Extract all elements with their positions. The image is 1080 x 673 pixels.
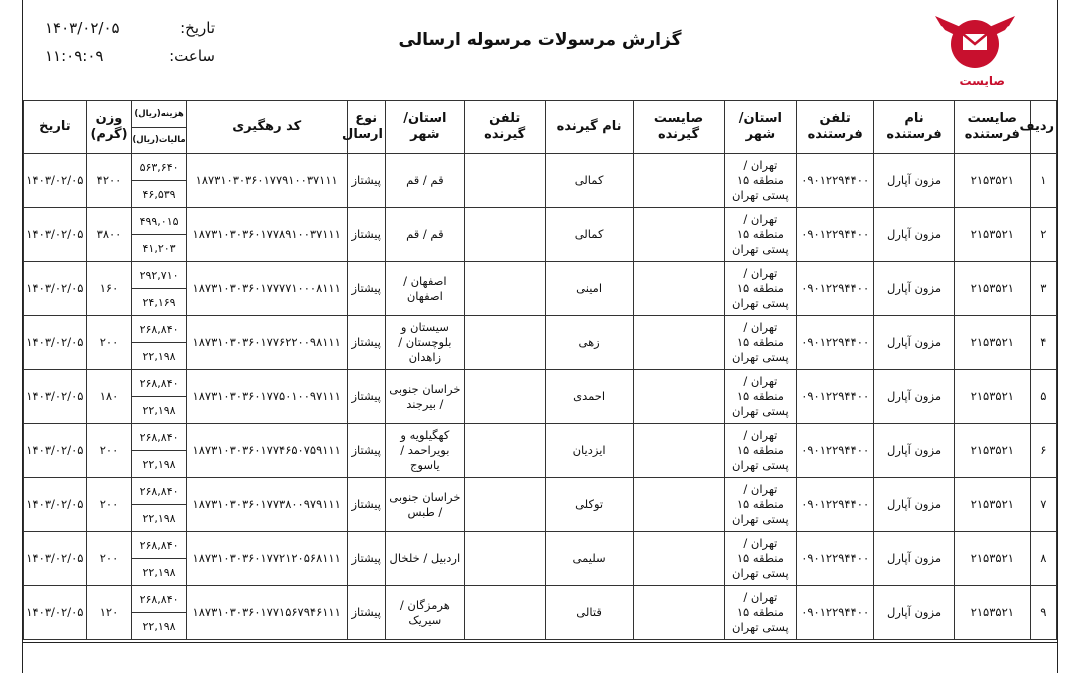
cell-send-type: پیشتاز [347, 316, 385, 370]
cell-date: ۱۴۰۳/۰۲/۰۵ [24, 586, 87, 640]
col-sender-site: صایست فرستنده [954, 101, 1030, 154]
cell-tax-value: ۴۱,۲۰۳ [132, 234, 186, 261]
cell-tracking: ۱۸۷۳۱۰۳۰۳۶۰۱۷۷۵۰۱۰۰۹۷۱۱۱ [186, 370, 347, 424]
table-row [24, 370, 1057, 424]
cell-receiver-site [633, 478, 724, 532]
cell-cost [132, 532, 187, 586]
cell-send-type: پیشتاز [347, 262, 385, 316]
cell-sender-city: تهران / منطقه ۱۵ پستی تهران [724, 532, 797, 586]
cell-cost-value: ۲۶۸,۸۴۰ [139, 430, 179, 444]
col-receiver-city: استان/ شهر [385, 101, 464, 154]
cell-tracking: ۱۸۷۳۱۰۳۰۳۶۰۱۷۷۲۱۲۰۵۶۸۱۱۱ [186, 532, 347, 586]
cell-receiver-city: اردبیل / خلخال [385, 532, 464, 586]
cell-date: ۱۴۰۳/۰۲/۰۵ [24, 154, 87, 208]
cell-date: ۱۴۰۳/۰۲/۰۵ [24, 370, 87, 424]
cell-sender-city: تهران / منطقه ۱۵ پستی تهران [724, 208, 797, 262]
cell-receiver-site [633, 208, 724, 262]
cell-cost-value: ۲۶۸,۸۴۰ [139, 484, 179, 498]
table-row [24, 424, 1057, 478]
col-sender-phone: تلفن فرستنده [797, 101, 874, 154]
cell-row-number: ۶ [1030, 424, 1056, 478]
cell-receiver-phone [464, 208, 545, 262]
cell-cost [132, 154, 187, 208]
cell-send-type: پیشتاز [347, 586, 385, 640]
cell-sender-phone: ۰۹۰۱۲۲۹۴۴۰۰ [797, 154, 874, 208]
cell-sender-site: ۲۱۵۳۵۲۱ [954, 154, 1030, 208]
cell-send-type: پیشتاز [347, 370, 385, 424]
cell-receiver-site [633, 424, 724, 478]
table-row [24, 532, 1057, 586]
cell-cost-value: ۲۹۲,۷۱۰ [139, 268, 179, 282]
cell-sender-site: ۲۱۵۳۵۲۱ [954, 316, 1030, 370]
report-page [22, 0, 1058, 673]
table-row [24, 586, 1057, 640]
cell-sender-name: مزون آپارل [874, 316, 955, 370]
table-body [24, 154, 1057, 640]
cell-cost [132, 262, 187, 316]
cell-sender-phone: ۰۹۰۱۲۲۹۴۴۰۰ [797, 424, 874, 478]
cell-cost [132, 370, 187, 424]
cell-tax-value: ۲۲,۱۹۸ [132, 396, 186, 423]
cell-row-number: ۹ [1030, 586, 1056, 640]
cell-sender-site: ۲۱۵۳۵۲۱ [954, 424, 1030, 478]
cell-date: ۱۴۰۳/۰۲/۰۵ [24, 208, 87, 262]
cell-receiver-name: احمدی [545, 370, 633, 424]
cell-receiver-name: امینی [545, 262, 633, 316]
cell-cost [132, 478, 187, 532]
cell-sender-name: مزون آپارل [874, 370, 955, 424]
cell-row-number: ۷ [1030, 478, 1056, 532]
cell-receiver-name: کمالی [545, 208, 633, 262]
cell-tracking: ۱۸۷۳۱۰۳۰۳۶۰۱۷۷۹۱۰۰۳۷۱۱۱ [186, 154, 347, 208]
cell-receiver-phone [464, 532, 545, 586]
cell-weight: ۲۰۰ [86, 478, 131, 532]
cell-cost-value: ۲۶۸,۸۴۰ [139, 592, 179, 606]
table-row [24, 262, 1057, 316]
cell-receiver-site [633, 316, 724, 370]
cell-receiver-name: ایزدیان [545, 424, 633, 478]
cell-sender-site: ۲۱۵۳۵۲۱ [954, 532, 1030, 586]
col-row: ردیف [1030, 101, 1056, 154]
cell-receiver-city: خراسان جنوبی / طبس [385, 478, 464, 532]
cell-tax-value: ۲۲,۱۹۸ [132, 558, 186, 585]
footer-divider [23, 642, 1057, 643]
page-title: گزارش مرسولات مرسوله ارسالی [398, 30, 682, 50]
cell-receiver-city: اصفهان / اصفهان [385, 262, 464, 316]
cell-sender-name: مزون آپارل [874, 532, 955, 586]
cell-sender-site: ۲۱۵۳۵۲۱ [954, 262, 1030, 316]
col-cost [132, 101, 187, 154]
col-tracking: کد رهگیری [186, 101, 347, 154]
cell-receiver-city: خراسان جنوبی / بیرجند [385, 370, 464, 424]
cell-row-number: ۵ [1030, 370, 1056, 424]
col-weight: وزن (گرم) [86, 101, 131, 154]
cell-receiver-name: سلیمی [545, 532, 633, 586]
cell-cost-value: ۵۶۳,۶۴۰ [139, 160, 179, 174]
cell-sender-phone: ۰۹۰۱۲۲۹۴۴۰۰ [797, 208, 874, 262]
brand-name: صایست [959, 74, 1005, 88]
table-row [24, 154, 1057, 208]
cell-weight: ۲۰۰ [86, 532, 131, 586]
cell-receiver-phone [464, 478, 545, 532]
cell-receiver-site [633, 586, 724, 640]
cell-tracking: ۱۸۷۳۱۰۳۰۳۶۰۱۷۷۴۶۵۰۷۵۹۱۱۱ [186, 424, 347, 478]
cell-tracking: ۱۸۷۳۱۰۳۰۳۶۰۱۷۷۶۲۲۰۰۹۸۱۱۱ [186, 316, 347, 370]
cell-tax-value: ۲۲,۱۹۸ [132, 342, 186, 369]
cell-receiver-phone [464, 370, 545, 424]
cell-receiver-site [633, 370, 724, 424]
cell-sender-phone: ۰۹۰۱۲۲۹۴۴۰۰ [797, 316, 874, 370]
cell-tax-value: ۲۲,۱۹۸ [132, 612, 186, 639]
cell-cost-value: ۲۶۸,۸۴۰ [139, 322, 179, 336]
cell-row-number: ۸ [1030, 532, 1056, 586]
cell-send-type: پیشتاز [347, 424, 385, 478]
cell-receiver-phone [464, 262, 545, 316]
cell-sender-city: تهران / منطقه ۱۵ پستی تهران [724, 370, 797, 424]
cell-tax-value: ۲۲,۱۹۸ [132, 450, 186, 477]
cell-receiver-phone [464, 586, 545, 640]
cell-sender-name: مزون آپارل [874, 424, 955, 478]
cell-sender-city: تهران / منطقه ۱۵ پستی تهران [724, 478, 797, 532]
col-tax-label: مالیات(ریال) [132, 127, 186, 153]
col-sender-name: نام فرستنده [874, 101, 955, 154]
cell-cost-value: ۴۹۹,۰۱۵ [139, 214, 179, 228]
cell-receiver-name: توکلی [545, 478, 633, 532]
table-row [24, 478, 1057, 532]
date-label: تاریخ: [180, 19, 215, 37]
cell-send-type: پیشتاز [347, 154, 385, 208]
cell-receiver-site [633, 532, 724, 586]
cell-sender-site: ۲۱۵۳۵۲۱ [954, 478, 1030, 532]
cell-sender-phone: ۰۹۰۱۲۲۹۴۴۰۰ [797, 532, 874, 586]
col-receiver-phone: تلفن گیرنده [464, 101, 545, 154]
cell-date: ۱۴۰۳/۰۲/۰۵ [24, 424, 87, 478]
cell-cost-value: ۲۶۸,۸۴۰ [139, 376, 179, 390]
cell-date: ۱۴۰۳/۰۲/۰۵ [24, 316, 87, 370]
cell-weight: ۱۸۰ [86, 370, 131, 424]
cell-sender-city: تهران / منطقه ۱۵ پستی تهران [724, 424, 797, 478]
cell-sender-site: ۲۱۵۳۵۲۱ [954, 586, 1030, 640]
cell-send-type: پیشتاز [347, 208, 385, 262]
cell-row-number: ۳ [1030, 262, 1056, 316]
cell-weight: ۴۲۰۰ [86, 154, 131, 208]
col-receiver-name: نام گیرنده [545, 101, 633, 154]
cell-date: ۱۴۰۳/۰۲/۰۵ [24, 532, 87, 586]
cell-receiver-city: کهگیلویه و بویراحمد / یاسوج [385, 424, 464, 478]
cell-receiver-site [633, 262, 724, 316]
cell-sender-name: مزون آپارل [874, 262, 955, 316]
cell-receiver-phone [464, 316, 545, 370]
cell-cost-value: ۲۶۸,۸۴۰ [139, 538, 179, 552]
shipments-table [23, 100, 1057, 640]
cell-sender-phone: ۰۹۰۱۲۲۹۴۴۰۰ [797, 262, 874, 316]
cell-sender-name: مزون آپارل [874, 154, 955, 208]
cell-tracking: ۱۸۷۳۱۰۳۰۳۶۰۱۷۷۷۷۱۰۰۰۸۱۱۱ [186, 262, 347, 316]
cell-tax-value: ۲۴,۱۶۹ [132, 288, 186, 315]
cell-sender-phone: ۰۹۰۱۲۲۹۴۴۰۰ [797, 586, 874, 640]
cell-sender-city: تهران / منطقه ۱۵ پستی تهران [724, 586, 797, 640]
col-cost-label: هزینه(ریال) [134, 109, 184, 119]
cell-receiver-phone [464, 424, 545, 478]
cell-sender-name: مزون آپارل [874, 586, 955, 640]
col-send-type: نوع ارسال [347, 101, 385, 154]
cell-cost [132, 424, 187, 478]
cell-date: ۱۴۰۳/۰۲/۰۵ [24, 262, 87, 316]
cell-row-number: ۱ [1030, 154, 1056, 208]
cell-date: ۱۴۰۳/۰۲/۰۵ [24, 478, 87, 532]
cell-tracking: ۱۸۷۳۱۰۳۰۳۶۰۱۷۷۸۹۱۰۰۳۷۱۱۱ [186, 208, 347, 262]
table-row [24, 316, 1057, 370]
cell-sender-phone: ۰۹۰۱۲۲۹۴۴۰۰ [797, 478, 874, 532]
table-row [24, 208, 1057, 262]
cell-tax-value: ۲۲,۱۹۸ [132, 504, 186, 531]
cell-receiver-city: قم / قم [385, 208, 464, 262]
cell-receiver-site [633, 154, 724, 208]
col-date: تاریخ [24, 101, 87, 154]
cell-tax-value: ۴۶,۵۳۹ [132, 180, 186, 207]
cell-sender-site: ۲۱۵۳۵۲۱ [954, 208, 1030, 262]
cell-sender-name: مزون آپارل [874, 208, 955, 262]
cell-weight: ۱۶۰ [86, 262, 131, 316]
cell-receiver-name: کمالی [545, 154, 633, 208]
cell-row-number: ۴ [1030, 316, 1056, 370]
cell-receiver-city: قم / قم [385, 154, 464, 208]
cell-cost [132, 316, 187, 370]
cell-tracking: ۱۸۷۳۱۰۳۰۳۶۰۱۷۷۳۸۰۰۹۷۹۱۱۱ [186, 478, 347, 532]
col-receiver-site: صایست گیرنده [633, 101, 724, 154]
cell-sender-site: ۲۱۵۳۵۲۱ [954, 370, 1030, 424]
cell-weight: ۲۰۰ [86, 424, 131, 478]
cell-send-type: پیشتاز [347, 532, 385, 586]
report-header [23, 0, 1057, 100]
time-label: ساعت: [169, 47, 215, 65]
cell-send-type: پیشتاز [347, 478, 385, 532]
cell-receiver-city: هرمزگان / سیریک [385, 586, 464, 640]
cell-tracking: ۱۸۷۳۱۰۳۰۳۶۰۱۷۷۱۵۶۷۹۴۶۱۱۱ [186, 586, 347, 640]
date-value: ۱۴۰۳/۰۲/۰۵ [45, 19, 120, 37]
cell-cost [132, 586, 187, 640]
cell-weight: ۳۸۰۰ [86, 208, 131, 262]
cell-weight: ۲۰۰ [86, 316, 131, 370]
cell-receiver-name: قتالی [545, 586, 633, 640]
cell-sender-city: تهران / منطقه ۱۵ پستی تهران [724, 316, 797, 370]
cell-sender-city: تهران / منطقه ۱۵ پستی تهران [724, 262, 797, 316]
cell-receiver-phone [464, 154, 545, 208]
cell-sender-city: تهران / منطقه ۱۵ پستی تهران [724, 154, 797, 208]
cell-receiver-name: زهی [545, 316, 633, 370]
cell-sender-phone: ۰۹۰۱۲۲۹۴۴۰۰ [797, 370, 874, 424]
cell-sender-name: مزون آپارل [874, 478, 955, 532]
time-value: ۱۱:۰۹:۰۹ [45, 47, 104, 65]
cell-weight: ۱۲۰ [86, 586, 131, 640]
cell-receiver-city: سیستان و بلوچستان / زاهدان [385, 316, 464, 370]
col-sender-city: استان/ شهر [724, 101, 797, 154]
cell-row-number: ۲ [1030, 208, 1056, 262]
table-header-row [24, 101, 1057, 154]
cell-cost [132, 208, 187, 262]
